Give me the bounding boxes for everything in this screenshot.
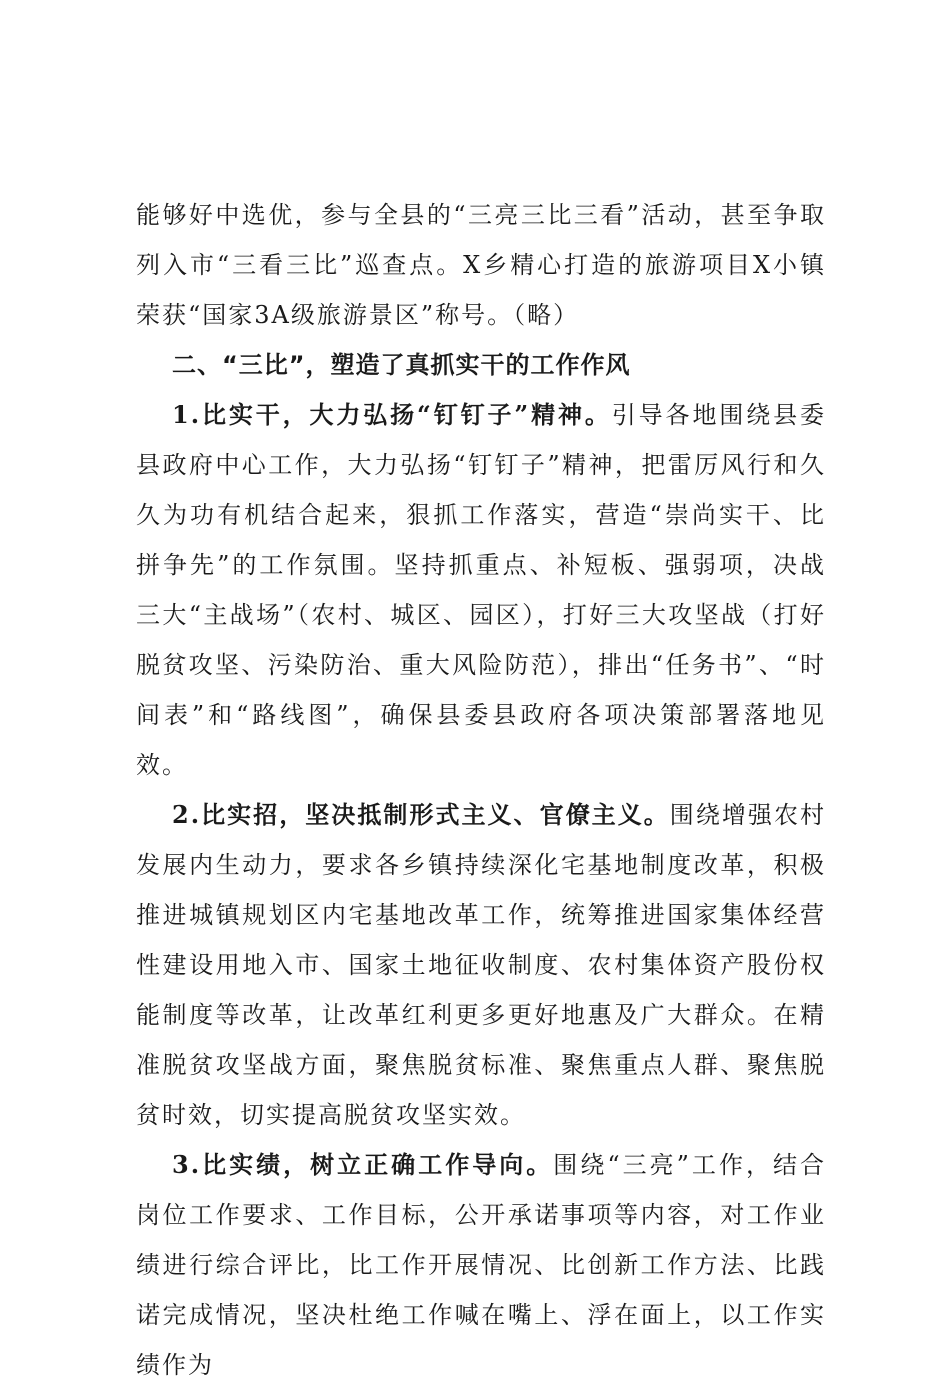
continuation-paragraph: 能够好中选优，参与全县的“三亮三比三看”活动，甚至争取列入市“三看三比”巡查点。X乡精心打造的旅游项目X小镇荣获“国家3A级旅游景区”称号。（略） [136, 201, 826, 329]
item-body-1: 引导各地围绕县委县政府中心工作，大力弘扬“钉钉子”精神，把雷厉风行和久久为功有机结合起来，狠抓工作落实，营造“崇尚实干、比拼争先”的工作氛围。坚持抓重点、补短板、强弱项，决战三大“主战场”（农村、城区、园区），打好三大攻坚战（打好脱贫攻坚、污染防治、重大风险防范），排出“任务书”、“时间表”和“路线图”，确保县委县政府各项决策部署落地见效。 [136, 401, 827, 779]
item-paragraph-3 [136, 1140, 826, 1390]
item-paragraph-1 [136, 390, 826, 790]
item-lead-1: 1.比实干，大力弘扬“钉钉子”精神。 [172, 400, 612, 429]
item-lead-2: 2.比实招，坚决抵制形式主义、官僚主义。 [172, 800, 670, 829]
item-paragraph-2 [136, 790, 826, 1140]
item-lead-3: 3.比实绩，树立正确工作导向。 [172, 1150, 554, 1179]
document-body [136, 190, 826, 1390]
item-body-3: 围绕“三亮”工作，结合岗位工作要求、工作目标，公开承诺事项等内容，对工作业绩进行综合评比，比工作开展情况、比创新工作方法、比践诺完成情况，坚决杜绝工作喊在嘴上、浮在面上，以工作实绩作为 [136, 1151, 826, 1379]
section-heading: 二、“三比”，塑造了真抓实干的工作作风 [172, 351, 631, 379]
item-body-2: 围绕增强农村发展内生动力，要求各乡镇持续深化宅基地制度改革，积极推进城镇规划区内宅基地改革工作，统筹推进国家集体经营性建设用地入市、国家土地征收制度、农村集体资产股份权能制度等改革，让改革红利更多更好地惠及广大群众。在精准脱贫攻坚战方面，聚焦脱贫标准、聚焦重点人群、聚焦脱贫时效，切实提高脱贫攻坚实效。 [136, 801, 826, 1129]
